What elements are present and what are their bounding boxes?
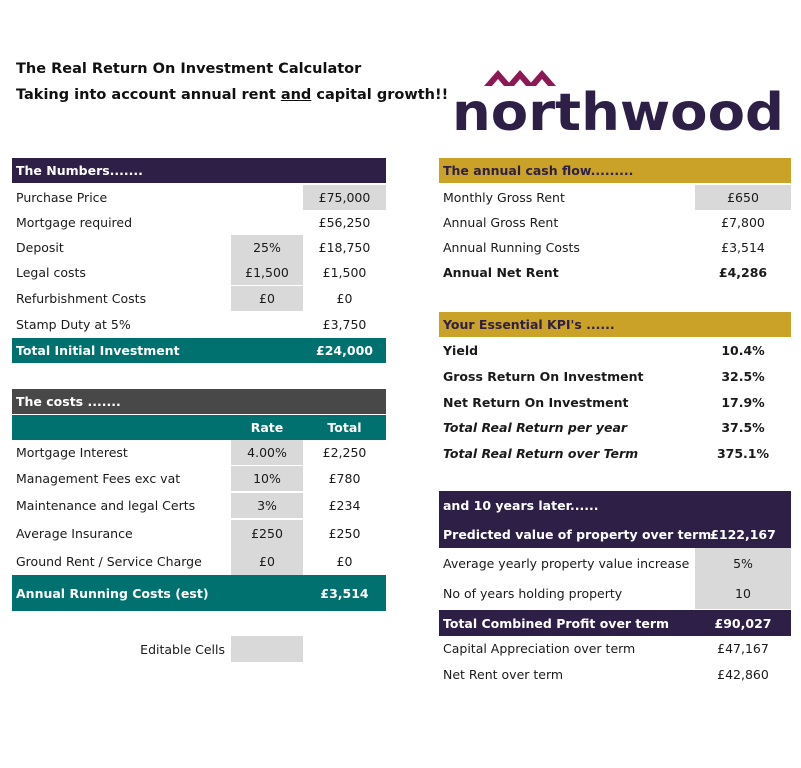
page-title: The Real Return On Investment Calculator <box>16 61 362 77</box>
refurb-row <box>12 286 386 311</box>
net-rent-term-label: Net Rent over term <box>443 667 564 682</box>
predicted-value: £122,167 <box>710 526 776 542</box>
northwood-logo <box>452 64 787 140</box>
combined-profit-label: Total Combined Profit over term <box>443 615 670 631</box>
annual-running-row <box>439 235 791 260</box>
cost-label: Ground Rent / Service Charge <box>16 553 202 569</box>
monthly-rent-label: Monthly Gross Rent <box>443 190 565 205</box>
editable-legend-swatch <box>231 636 303 662</box>
legal-value: £1,500 <box>322 265 367 280</box>
capital-appreciation-value: £47,167 <box>717 641 769 656</box>
annual-net-value: £4,286 <box>718 265 768 280</box>
cashflow-header <box>439 158 791 183</box>
cost-rate-input[interactable]: £0 <box>231 547 303 575</box>
numbers-header <box>12 158 386 183</box>
yearly-increase-label: Average yearly property value increase <box>443 555 690 571</box>
total-investment-label: Total Initial Investment <box>16 343 180 358</box>
kpi-row-gross-roi <box>439 364 791 389</box>
total-column-header: Total <box>327 420 362 435</box>
legal-label: Legal costs <box>16 265 86 280</box>
cost-label: Maintenance and legal Certs <box>16 498 196 513</box>
kpi-value: 32.5% <box>721 369 765 384</box>
cost-total: £0 <box>336 553 353 569</box>
annual-gross-row <box>439 210 791 235</box>
costs-header <box>12 389 386 414</box>
editable-legend-label: Editable Cells <box>140 641 225 657</box>
subtitle-underlined-word: and <box>280 87 312 103</box>
cost-total: £2,250 <box>322 445 367 460</box>
years-holding-input[interactable]: 10 <box>695 578 791 609</box>
cost-rate-input[interactable]: 10% <box>231 466 303 491</box>
cost-row-mortgage-interest <box>12 440 386 465</box>
deposit-rate-input[interactable]: 25% <box>231 235 303 260</box>
rate-column-header: Rate <box>250 420 284 435</box>
total-investment-row <box>12 338 386 363</box>
mortgage-row <box>12 210 386 235</box>
capital-appreciation-label: Capital Appreciation over term <box>443 641 636 656</box>
predicted-value-label: Predicted value of property over term <box>443 526 712 542</box>
monthly-rent-row <box>439 185 791 210</box>
mortgage-label: Mortgage required <box>16 215 133 230</box>
refurb-value: £0 <box>336 291 353 306</box>
annual-net-label: Annual Net Rent <box>443 265 559 280</box>
purchase-price-label: Purchase Price <box>16 190 108 205</box>
cost-total: £250 <box>328 526 361 541</box>
combined-profit-row <box>439 610 791 636</box>
net-rent-term-value: £42,860 <box>717 667 769 682</box>
cost-rate-input[interactable]: 4.00% <box>231 440 303 465</box>
years-holding-label: No of years holding property <box>443 586 623 601</box>
logo-wordmark: northwood <box>452 83 784 140</box>
capital-appreciation-row <box>439 636 791 661</box>
purchase-price-row <box>12 185 386 210</box>
kpi-label: Yield <box>443 343 479 358</box>
later-header <box>439 491 791 520</box>
subtitle-part-1: Taking into account annual rent <box>16 87 281 103</box>
annual-net-row <box>439 260 791 285</box>
cost-row-ground-rent <box>12 547 386 575</box>
stamp-value: £3,750 <box>322 317 367 332</box>
cost-total: £234 <box>328 498 361 513</box>
deposit-label: Deposit <box>16 240 64 255</box>
cost-row-management-fees <box>12 466 386 491</box>
running-costs-total-row <box>12 575 386 611</box>
subtitle-part-2: capital growth!! <box>311 87 449 103</box>
net-rent-term-row <box>439 662 791 687</box>
predicted-value-row <box>439 520 791 548</box>
cashflow-header-label: The annual cash flow......... <box>443 163 634 178</box>
running-costs-total-label: Annual Running Costs (est) <box>16 585 209 601</box>
kpi-value: 37.5% <box>721 420 765 435</box>
combined-profit-value: £90,027 <box>714 615 772 631</box>
deposit-row <box>12 235 386 260</box>
later-header-label: and 10 years later...... <box>443 498 599 513</box>
yearly-increase-input[interactable]: 5% <box>695 548 791 578</box>
kpi-label: Gross Return On Investment <box>443 369 644 384</box>
legal-input[interactable]: £1,500 <box>231 260 303 285</box>
years-holding-row <box>439 578 791 609</box>
cost-row-insurance <box>12 520 386 547</box>
kpi-value: 375.1% <box>716 446 770 461</box>
purchase-price-input[interactable]: £75,000 <box>303 185 386 210</box>
monthly-rent-input[interactable]: £650 <box>695 185 791 210</box>
costs-header-label: The costs ....... <box>16 394 121 409</box>
kpi-header-label: Your Essential KPI's ...... <box>443 317 615 332</box>
cost-row-maintenance <box>12 493 386 518</box>
cost-rate-input[interactable]: 3% <box>231 493 303 518</box>
cost-label: Mortgage Interest <box>16 445 128 460</box>
stamp-label: Stamp Duty at 5% <box>16 317 131 332</box>
kpi-label: Net Return On Investment <box>443 395 629 410</box>
kpi-label: Total Real Return per year <box>443 420 628 435</box>
refurb-label: Refurbishment Costs <box>16 291 147 306</box>
annual-gross-label: Annual Gross Rent <box>443 215 559 230</box>
cost-total: £780 <box>328 471 361 486</box>
annual-running-label: Annual Running Costs <box>443 240 580 255</box>
kpi-row-net-roi <box>439 390 791 415</box>
kpi-header <box>439 312 791 337</box>
legal-row <box>12 260 386 285</box>
numbers-header-label: The Numbers....... <box>16 163 143 178</box>
total-investment-value: £24,000 <box>316 343 373 358</box>
stamp-row <box>12 312 386 337</box>
annual-running-value: £3,514 <box>721 240 765 255</box>
refurb-input[interactable]: £0 <box>231 286 303 311</box>
costs-column-header <box>12 415 386 440</box>
kpi-value: 10.4% <box>721 343 765 358</box>
cost-rate-input[interactable]: £250 <box>231 520 303 547</box>
mortgage-value: £56,250 <box>318 215 371 230</box>
annual-gross-value: £7,800 <box>721 215 765 230</box>
cost-label: Average Insurance <box>16 526 133 541</box>
kpi-row-real-return-term <box>439 441 791 466</box>
kpi-label: Total Real Return over Term <box>443 446 639 461</box>
running-costs-total-value: £3,514 <box>320 585 369 601</box>
cost-label: Management Fees exc vat <box>16 471 181 486</box>
kpi-row-yield <box>439 338 791 363</box>
deposit-value: £18,750 <box>318 240 371 255</box>
kpi-value: 17.9% <box>721 395 765 410</box>
kpi-row-real-return-year <box>439 415 791 440</box>
yearly-increase-row <box>439 548 791 578</box>
page-subtitle <box>16 87 448 103</box>
